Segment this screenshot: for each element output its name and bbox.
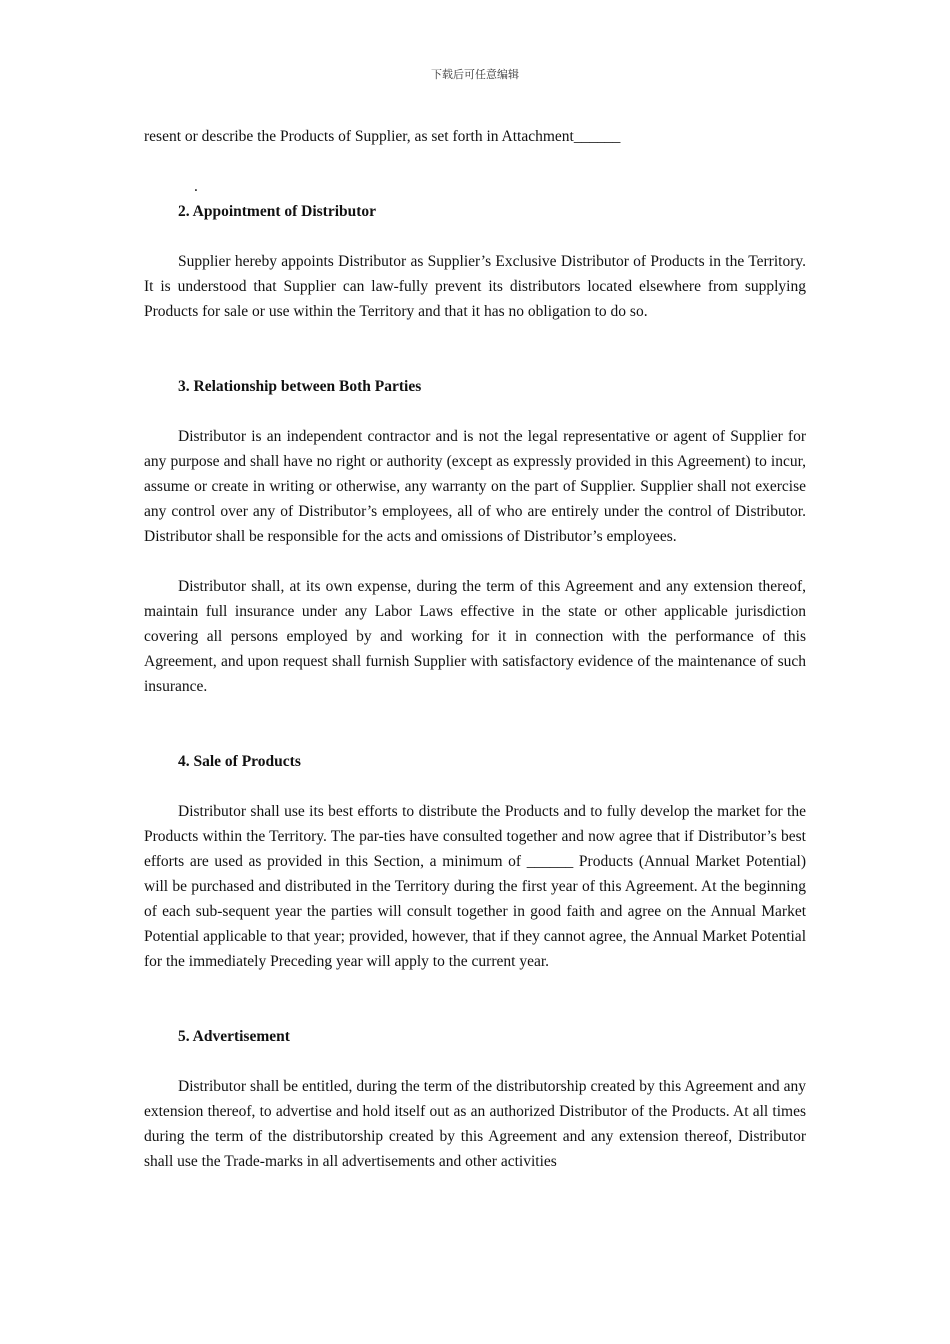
document-body xyxy=(144,124,806,1174)
spacer xyxy=(144,699,806,749)
section-2-paragraph-1: Supplier hereby appoints Distributor as Supplier’s Exclusive Distributor of Products in the Territory. It is understood that Supplier can law-fully prevent its distributors located elsewhere from supplying Products for sale or use within the Territory and that it has no obligation to do so. xyxy=(144,253,806,320)
spacer xyxy=(144,324,806,374)
page-header: 下载后可任意编辑 xyxy=(431,68,519,81)
section-3-paragraph-2: Distributor shall, at its own expense, during the term of this Agreement and any extension thereof, maintain full insurance under any Labor Laws effective in the state or other applicable jurisdiction covering all persons employed by and working for it in connection with the performance of this Agreement, and upon request shall furnish Supplier with satisfactory evidence of the maintenance of such insurance. xyxy=(144,578,806,695)
spacer xyxy=(144,399,806,424)
section-3-heading: 3. Relationship between Both Parties xyxy=(178,378,422,395)
intro-line: resent or describe the Products of Supplier, as set forth in Attachment______ xyxy=(144,128,621,145)
intro-dot: . xyxy=(194,178,198,195)
spacer xyxy=(144,149,806,174)
spacer xyxy=(144,974,806,1024)
section-5-paragraph-1: Distributor shall be entitled, during the term of the distributorship created by this Agreement and any extension thereof, to advertise and hold itself out as an authorized Distributor of the Products. At all times during the term of the distributorship created by this Agreement and any extension thereof, Distributor shall use the Trade-marks in all advertisements and other activities xyxy=(144,1078,806,1170)
section-3-paragraph-1: Distributor is an independent contractor and is not the legal representative or agent of Supplier for any purpose and shall have no right or authority (except as expressly provided in this Agreement) to incur, assume or create in writing or otherwise, any warranty on the part of Supplier. Supplier shall not exercise any control over any of Distributor’s employees, all of who are entirely under the control of Distributor. Distributor shall be responsible for the acts and omissions of Distributor’s employees. xyxy=(144,428,806,545)
spacer xyxy=(144,1049,806,1074)
spacer xyxy=(144,549,806,574)
section-4-heading: 4. Sale of Products xyxy=(178,753,301,770)
section-2-heading: 2. Appointment of Distributor xyxy=(178,203,377,220)
spacer xyxy=(144,774,806,799)
spacer xyxy=(144,224,806,249)
section-5-heading: 5. Advertisement xyxy=(178,1028,290,1045)
section-4-paragraph-1: Distributor shall use its best efforts to distribute the Products and to fully develop the market for the Products within the Territory. The par-ties have consulted together and now agree that if Distributor’s best efforts are used as provided in this Section, a minimum of ______ Products (Annual Market Potential) will be purchased and distributed in the Territory during the first year of this Agreement. At the beginning of each sub-sequent year the parties will consult together in good faith and agree on the Annual Market Potential applicable to that year; provided, however, that if they cannot agree, the Annual Market Potential for the immediately Preceding year will apply to the current year. xyxy=(144,803,806,970)
